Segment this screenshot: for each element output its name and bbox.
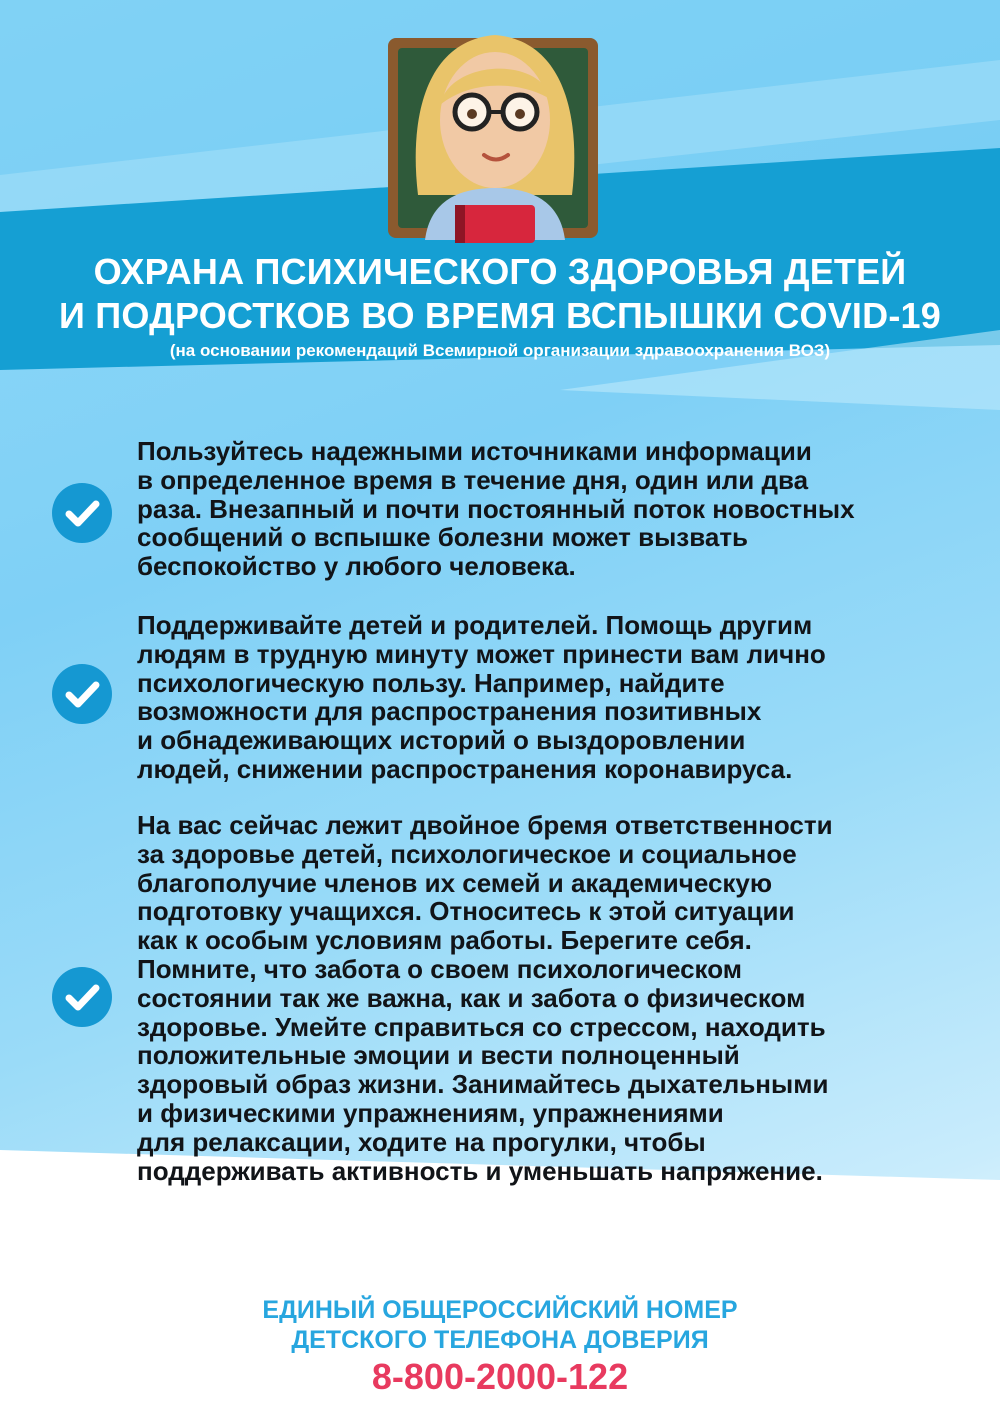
text-line: здоровье. Умейте справиться со стрессом, находить xyxy=(137,1011,826,1042)
text-line: Поддерживайте детей и родителей. Помощь другим xyxy=(137,610,813,640)
text-line: людей, снижении распространения коронавируса. xyxy=(137,753,793,784)
text-line: сообщений о вспышке болезни может вызвать xyxy=(137,522,749,553)
text-line: раза. Внезапный и почти постоянный поток новостных xyxy=(137,493,855,524)
page-title-line-1: ОХРАНА ПСИХИЧЕСКОГО ЗДОРОВЬЯ ДЕТЕЙ xyxy=(93,251,907,292)
text-line: и физическими упражнениям, упражнениями xyxy=(137,1097,724,1128)
text-line: за здоровье детей, психологическое и социальное xyxy=(137,838,797,869)
book-spine xyxy=(455,205,465,243)
check-circle-icon xyxy=(52,664,112,724)
text-line: Пользуйтесь надежными источниками информации xyxy=(137,436,812,466)
check-circle-icon xyxy=(52,483,112,543)
text-line: в определенное время в течение дня, один или два xyxy=(137,464,809,495)
title-block xyxy=(0,250,1000,362)
recommendation-text-3 xyxy=(137,811,957,1185)
right-eye xyxy=(515,109,525,119)
text-line: благополучие членов их семей и академическую xyxy=(137,867,773,898)
page-title-line-2: И ПОДРОСТКОВ ВО ВРЕМЯ ВСПЫШКИ COVID-19 xyxy=(59,295,941,336)
text-line: здоровый образ жизни. Занимайтесь дыхательными xyxy=(137,1069,829,1100)
text-line: как к особым условиям работы. Берегите себя. xyxy=(137,925,752,956)
teacher-illustration xyxy=(388,35,598,243)
text-line: возможности для распространения позитивных xyxy=(137,696,762,727)
text-line: беспокойство у любого человека. xyxy=(137,551,576,582)
text-line: Помните, что забота о своем психологическом xyxy=(137,953,742,984)
text-line: состоянии так же важна, как и забота о физическом xyxy=(137,982,806,1013)
text-line: для релаксации, ходите на прогулки, чтобы xyxy=(137,1126,706,1157)
footer-hotline xyxy=(0,1295,1000,1399)
text-line: На вас сейчас лежит двойное бремя ответственности xyxy=(137,810,833,840)
text-line: и обнадеживающих историй о выздоровлении xyxy=(137,725,746,756)
text-line: подготовку учащихся. Относитесь к этой ситуации xyxy=(137,896,795,927)
book xyxy=(455,205,535,243)
text-line: положительные эмоции и вести полноценный xyxy=(137,1040,740,1071)
left-eye xyxy=(467,109,477,119)
text-line: поддерживать активность и уменьшать напряжение. xyxy=(137,1155,823,1186)
text-line: людям в трудную минуту может принести вам лично xyxy=(137,638,826,669)
check-circle-icon xyxy=(52,967,112,1027)
hotline-phone-number[interactable]: 8-800-2000-122 xyxy=(371,1356,629,1397)
hotline-caption-line-2: ДЕТСКОГО ТЕЛЕФОНА ДОВЕРИЯ xyxy=(291,1326,709,1354)
hotline-caption-line-1: ЕДИНЫЙ ОБЩЕРОССИЙСКИЙ НОМЕР xyxy=(262,1296,738,1324)
recommendation-text-2 xyxy=(137,611,957,784)
page-subtitle: (на основании рекомендаций Всемирной организации здравоохранения ВОЗ) xyxy=(169,341,831,360)
text-line: психологическую пользу. Например, найдите xyxy=(137,667,725,698)
recommendation-text-1 xyxy=(137,437,957,581)
